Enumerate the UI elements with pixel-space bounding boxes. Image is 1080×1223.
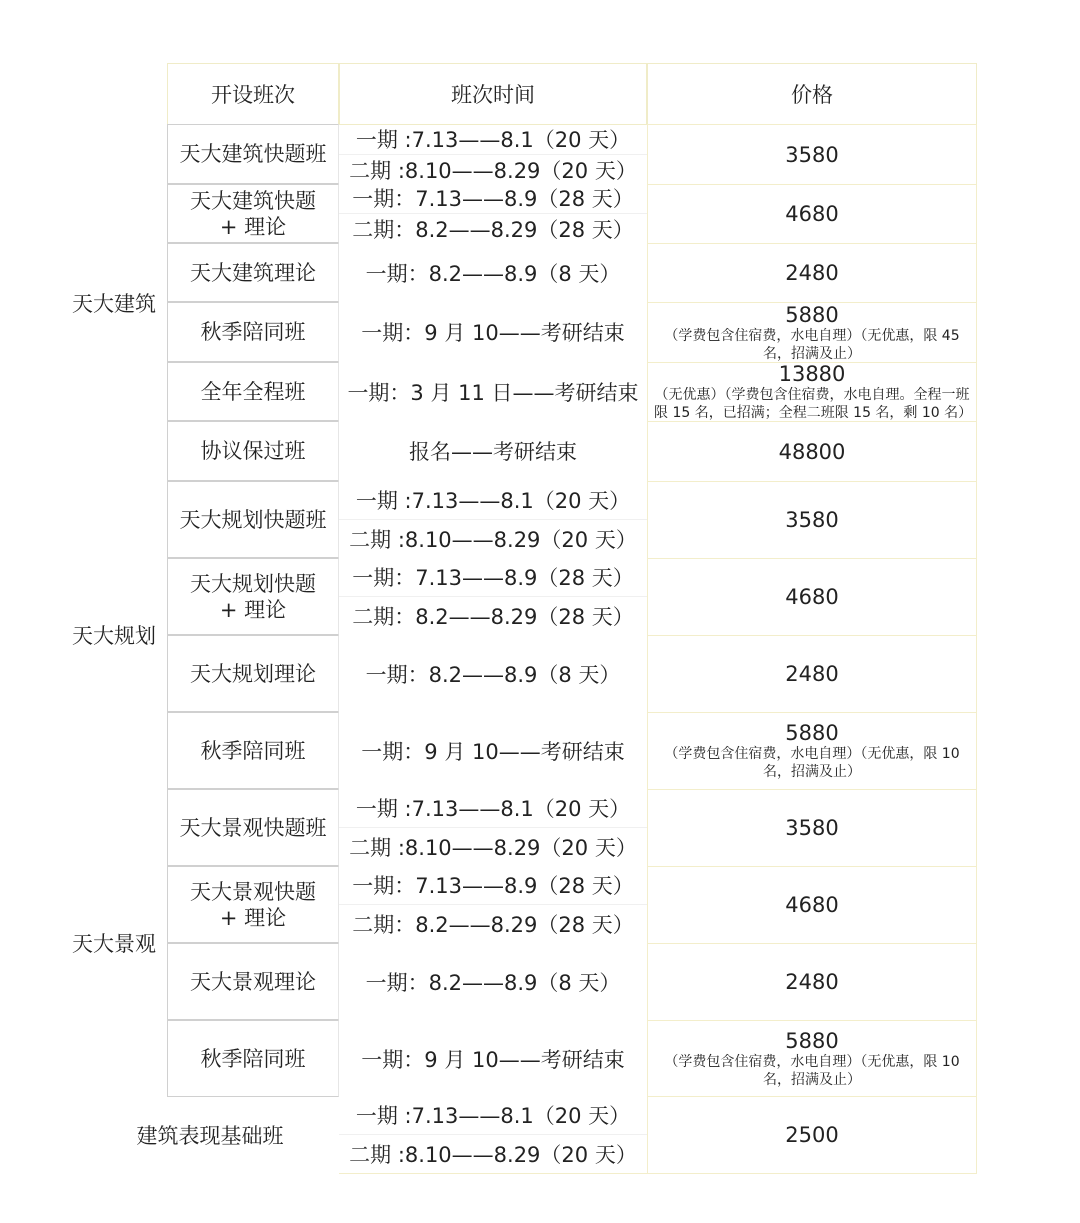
class-time-cell xyxy=(339,1020,647,1097)
class-time-cell xyxy=(339,243,647,302)
time-period: 二期 :8.10——8.29（20 天） xyxy=(339,154,647,185)
time-period: 一期：7.13——8.9（28 天） xyxy=(352,566,634,590)
group-label: 天大建筑 xyxy=(72,291,156,316)
class-name-cell: 天大建筑快题班 xyxy=(167,124,339,184)
class-time-cell xyxy=(339,302,647,362)
time-period: 报名——考研结束 xyxy=(409,440,577,464)
price-cell xyxy=(647,184,977,243)
time-period: 一期：8.2——8.9（8 天） xyxy=(365,261,621,286)
class-name-cell: 全年全程班 xyxy=(167,362,339,421)
class-name-cell: 协议保过班 xyxy=(167,421,339,481)
time-period: 二期 :8.10——8.29（20 天） xyxy=(339,827,647,866)
price-value: 2500 xyxy=(785,1123,839,1147)
standalone-class-name: 建筑表现基础班 xyxy=(136,1123,284,1148)
time-period: 一期：7.13——8.9（28 天） xyxy=(352,874,634,898)
price-cell xyxy=(647,481,977,558)
price-note: （学费包含住宿费，水电自理）（无优惠，限 10 名，招满及止） xyxy=(664,746,960,780)
class-name-cell: 秋季陪同班 xyxy=(167,302,339,362)
time-period: 一期 :7.13——8.1（20 天） xyxy=(355,127,631,152)
price-value: 4680 xyxy=(785,202,839,226)
price-value: 4680 xyxy=(785,585,839,609)
class-time-cell xyxy=(339,124,647,184)
time-period: 一期 :7.13——8.1（20 天） xyxy=(355,489,631,513)
class-name-cell: 天大景观理论 xyxy=(167,943,339,1020)
price-note: （无优惠）（学费包含住宿费，水电自理。全程一班限 15 名，已招满；全程二班限 15 名，剩 10 名） xyxy=(654,387,973,421)
time-period: 一期：8.2——8.9（8 天） xyxy=(365,970,621,995)
header-time: 班次时间 xyxy=(339,63,647,125)
class-time-cell xyxy=(339,421,647,481)
class-time-cell xyxy=(339,866,647,943)
time-period: 二期：8.2——8.29（28 天） xyxy=(339,596,647,635)
time-period: 一期：9 月 10——考研结束 xyxy=(361,321,625,345)
price-value: 2480 xyxy=(785,662,839,686)
price-value: 5880 xyxy=(785,721,839,745)
time-period: 一期：9 月 10——考研结束 xyxy=(361,1047,625,1072)
class-name-cell: 天大景观快题 + 理论 xyxy=(167,866,339,943)
class-name-cell: 天大规划快题班 xyxy=(167,481,339,558)
time-period: 二期：8.2——8.29（28 天） xyxy=(339,213,647,244)
price-value: 3580 xyxy=(785,142,839,167)
class-time-cell xyxy=(339,184,647,243)
price-cell xyxy=(647,243,977,302)
price-cell xyxy=(647,362,977,421)
class-time-cell xyxy=(339,635,647,712)
class-time-cell xyxy=(339,712,647,789)
price-value: 3580 xyxy=(785,816,839,840)
time-period: 二期：8.2——8.29（28 天） xyxy=(339,904,647,943)
class-time-cell xyxy=(339,558,647,635)
class-time-cell xyxy=(339,789,647,866)
class-time-cell xyxy=(339,1096,647,1173)
price-cell xyxy=(647,421,977,481)
price-cell xyxy=(647,712,977,789)
price-value: 4680 xyxy=(785,893,839,917)
time-period: 一期：7.13——8.9（28 天） xyxy=(352,187,634,211)
table-bottom-border xyxy=(339,1173,977,1174)
price-cell xyxy=(647,866,977,943)
time-period: 一期：9 月 10——考研结束 xyxy=(361,739,625,764)
class-time-cell xyxy=(339,481,647,558)
class-time-cell xyxy=(339,943,647,1020)
price-value: 3580 xyxy=(785,508,839,532)
time-period: 一期：8.2——8.9（8 天） xyxy=(365,662,621,687)
price-note: （学费包含住宿费，水电自理）（无优惠，限 10 名，招满及止） xyxy=(664,1054,960,1088)
price-value: 5880 xyxy=(785,1029,839,1053)
price-cell xyxy=(647,1020,977,1097)
group-label: 天大景观 xyxy=(72,932,156,956)
header-price: 价格 xyxy=(647,63,977,125)
time-period: 一期 :7.13——8.1（20 天） xyxy=(355,1104,631,1128)
class-name-cell: 天大建筑理论 xyxy=(167,243,339,302)
header-class: 开设班次 xyxy=(167,63,339,125)
price-value: 5880 xyxy=(785,302,839,327)
time-period: 二期 :8.10——8.29（20 天） xyxy=(339,519,647,558)
time-period: 一期：3 月 11 日——考研结束 xyxy=(347,380,639,405)
time-period: 一期 :7.13——8.1（20 天） xyxy=(355,797,631,821)
group-label: 天大规划 xyxy=(72,624,156,648)
price-cell xyxy=(647,124,977,184)
price-value: 13880 xyxy=(778,362,846,386)
price-cell xyxy=(647,943,977,1020)
class-name-cell: 秋季陪同班 xyxy=(167,1020,339,1097)
class-name-cell: 天大规划理论 xyxy=(167,635,339,712)
price-value: 2480 xyxy=(785,970,839,994)
price-note: （学费包含住宿费，水电自理）（无优惠，限 45 名，招满及止） xyxy=(664,327,960,362)
price-cell xyxy=(647,789,977,866)
price-cell xyxy=(647,558,977,635)
price-value: 48800 xyxy=(778,439,846,464)
price-cell xyxy=(647,635,977,712)
price-cell xyxy=(647,302,977,362)
time-period: 二期 :8.10——8.29（20 天） xyxy=(339,1134,647,1173)
class-name-cell: 天大景观快题班 xyxy=(167,789,339,866)
class-time-cell xyxy=(339,362,647,421)
class-name-cell: 天大建筑快题 + 理论 xyxy=(167,184,339,243)
class-name-cell: 天大规划快题 + 理论 xyxy=(167,558,339,635)
class-name-cell: 秋季陪同班 xyxy=(167,712,339,789)
price-cell xyxy=(647,1096,977,1173)
price-value: 2480 xyxy=(785,261,839,285)
